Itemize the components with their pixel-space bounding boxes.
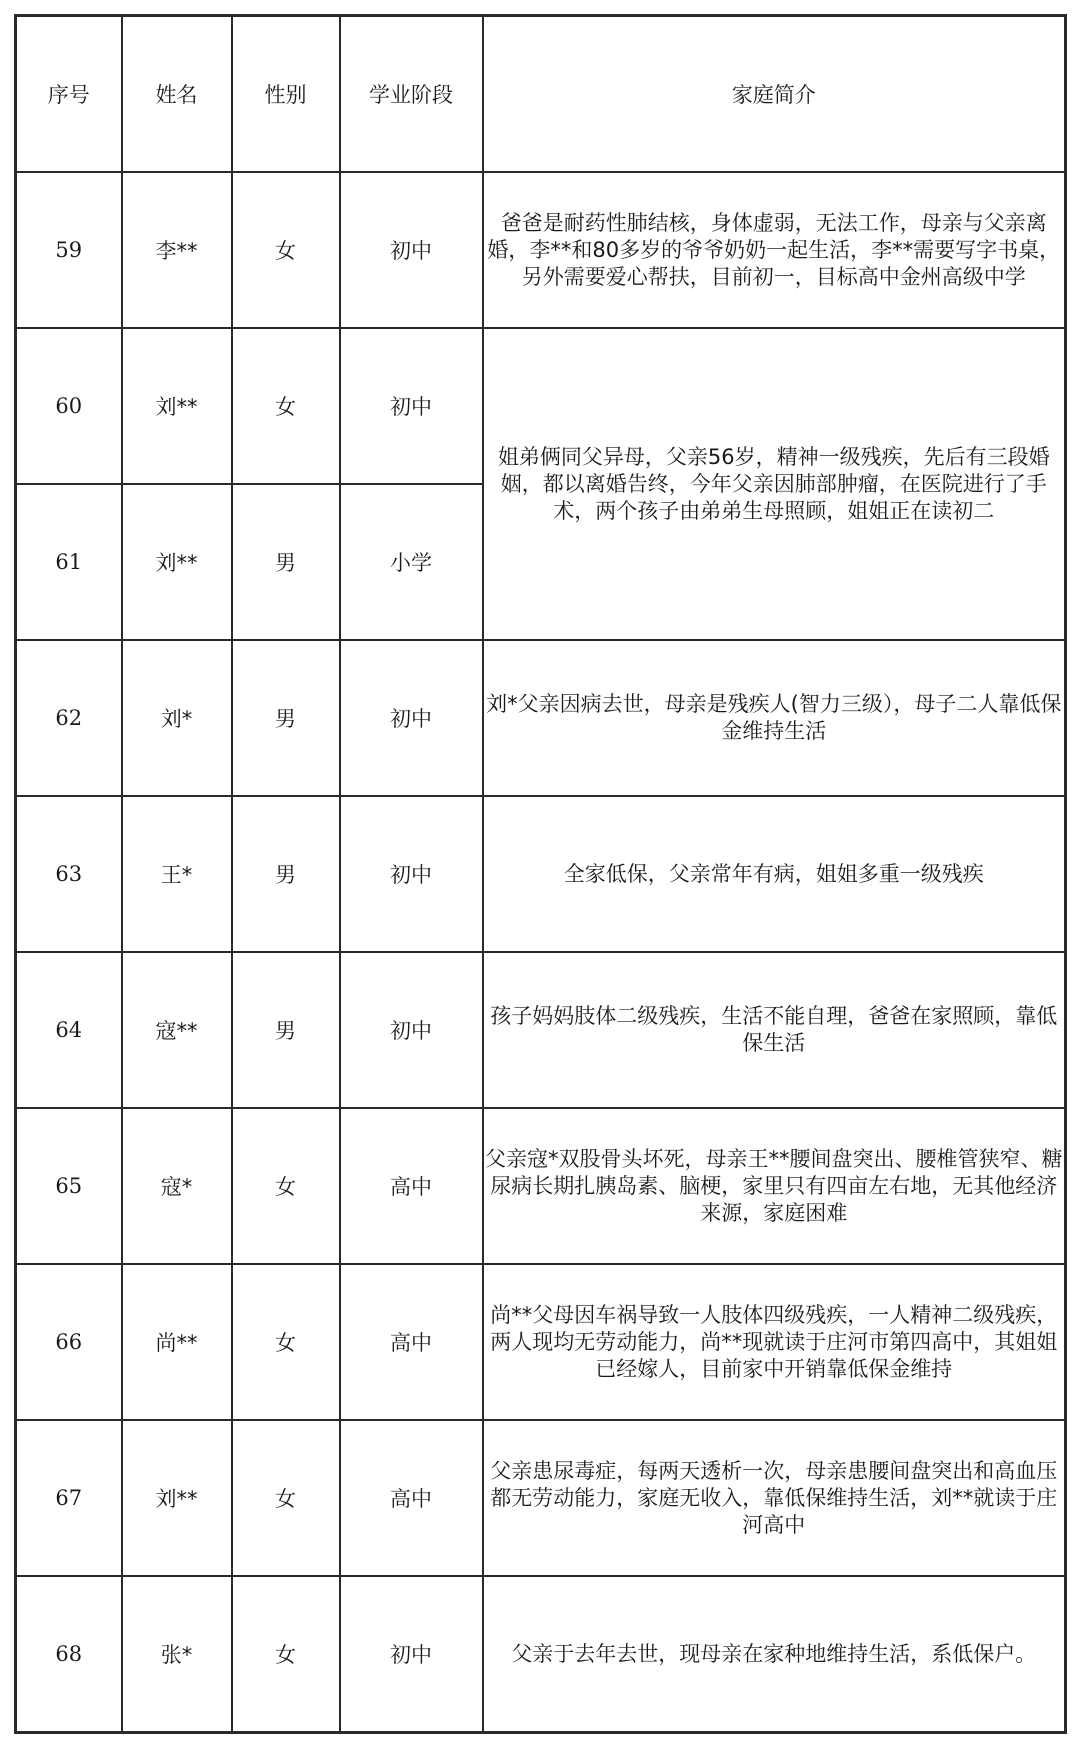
table-row [16, 796, 1066, 952]
row-stage: 初中 [340, 1576, 483, 1733]
row-name: 寇** [122, 952, 232, 1108]
header-family: 家庭简介 [483, 16, 1066, 173]
row-index: 68 [16, 1576, 122, 1733]
row-stage: 高中 [340, 1108, 483, 1264]
row-name: 刘** [122, 484, 232, 640]
row-gender: 男 [232, 640, 340, 796]
row-family [483, 1420, 1066, 1576]
row-family-merged [483, 328, 1066, 640]
row-name: 刘** [122, 1420, 232, 1576]
row-index: 65 [16, 1108, 122, 1264]
row-gender: 女 [232, 1420, 340, 1576]
row-family [483, 172, 1066, 328]
row-family [483, 1108, 1066, 1264]
header-gender: 性别 [232, 16, 340, 173]
row-family-text: 姐弟俩同父异母，父亲56岁，精神一级残疾，先后有三段婚姻，都以离婚告终，今年父亲因肺部肿瘤，在医院进行了手术，两个孩子由弟弟生母照顾，姐姐正在读初二 [497, 444, 1050, 523]
row-index: 66 [16, 1264, 122, 1420]
row-stage: 初中 [340, 796, 483, 952]
row-name: 尚** [122, 1264, 232, 1420]
row-family [483, 1576, 1066, 1733]
row-family [483, 952, 1066, 1108]
row-gender: 女 [232, 1264, 340, 1420]
row-name: 李** [122, 172, 232, 328]
row-family [483, 796, 1066, 952]
row-family-text: 全家低保，父亲常年有病，姐姐多重一级残疾 [563, 861, 984, 886]
row-index: 62 [16, 640, 122, 796]
row-name: 张* [122, 1576, 232, 1733]
row-family-text: 刘*父亲因病去世，母亲是残疾人(智力三级），母子二人靠低保金维持生活 [486, 692, 1062, 743]
row-stage: 高中 [340, 1264, 483, 1420]
row-stage: 小学 [340, 484, 483, 640]
header-row [16, 16, 1066, 173]
table-row [16, 172, 1066, 328]
table-row [16, 640, 1066, 796]
row-gender: 女 [232, 1576, 340, 1733]
row-gender: 女 [232, 328, 340, 484]
row-family-text: 尚**父母因车祸导致一人肢体四级残疾，一人精神二级残疾，两人现均无劳动能力，尚**现就读于庄河市第四高中，其姐姐已经嫁人，目前家中开销靠低保金维持 [490, 1302, 1058, 1381]
table-row [16, 1576, 1066, 1733]
row-index: 59 [16, 172, 122, 328]
row-family-text: 父亲患尿毒症，每两天透析一次，母亲患腰间盘突出和高血压都无劳动能力，家庭无收入，靠低保维持生活，刘**就读于庄河高中 [490, 1458, 1058, 1537]
row-index: 60 [16, 328, 122, 484]
row-gender: 女 [232, 172, 340, 328]
table-row [16, 1264, 1066, 1420]
row-gender: 女 [232, 1108, 340, 1264]
row-family-text: 孩子妈妈肢体二级残疾，生活不能自理，爸爸在家照顾，靠低保生活 [490, 1004, 1058, 1055]
row-stage: 初中 [340, 328, 483, 484]
row-index: 63 [16, 796, 122, 952]
row-name: 王* [122, 796, 232, 952]
row-index: 61 [16, 484, 122, 640]
row-family-text: 父亲于去年去世，现母亲在家种地维持生活，系低保户。 [511, 1641, 1037, 1666]
row-index: 67 [16, 1420, 122, 1576]
row-stage: 高中 [340, 1420, 483, 1576]
row-stage: 初中 [340, 172, 483, 328]
row-gender: 男 [232, 796, 340, 952]
row-stage: 初中 [340, 640, 483, 796]
row-gender: 男 [232, 484, 340, 640]
header-name: 姓名 [122, 16, 232, 173]
row-stage: 初中 [340, 952, 483, 1108]
table-row [16, 1420, 1066, 1576]
table-row [16, 1108, 1066, 1264]
row-index: 64 [16, 952, 122, 1108]
row-family [483, 1264, 1066, 1420]
row-family-text: 父亲寇*双股骨头坏死，母亲王**腰间盘突出、腰椎管狭窄、糖尿病长期扎胰岛素、脑梗，家里只有四亩左右地，无其他经济来源，家庭困难 [485, 1146, 1063, 1225]
row-name: 寇* [122, 1108, 232, 1264]
student-table [14, 14, 1067, 1734]
row-gender: 男 [232, 952, 340, 1108]
table-row [16, 952, 1066, 1108]
header-index: 序号 [16, 16, 122, 173]
row-family-text: 爸爸是耐药性肺结核，身体虚弱，无法工作，母亲与父亲离婚，李**和80多岁的爷爷奶奶一起生活，李**需要写字书桌，另外需要爱心帮扶，目前初一，目标高中金州高级中学 [487, 210, 1061, 289]
header-stage: 学业阶段 [340, 16, 483, 173]
row-name: 刘** [122, 328, 232, 484]
row-family [483, 640, 1066, 796]
row-name: 刘* [122, 640, 232, 796]
table-row [16, 328, 1066, 484]
